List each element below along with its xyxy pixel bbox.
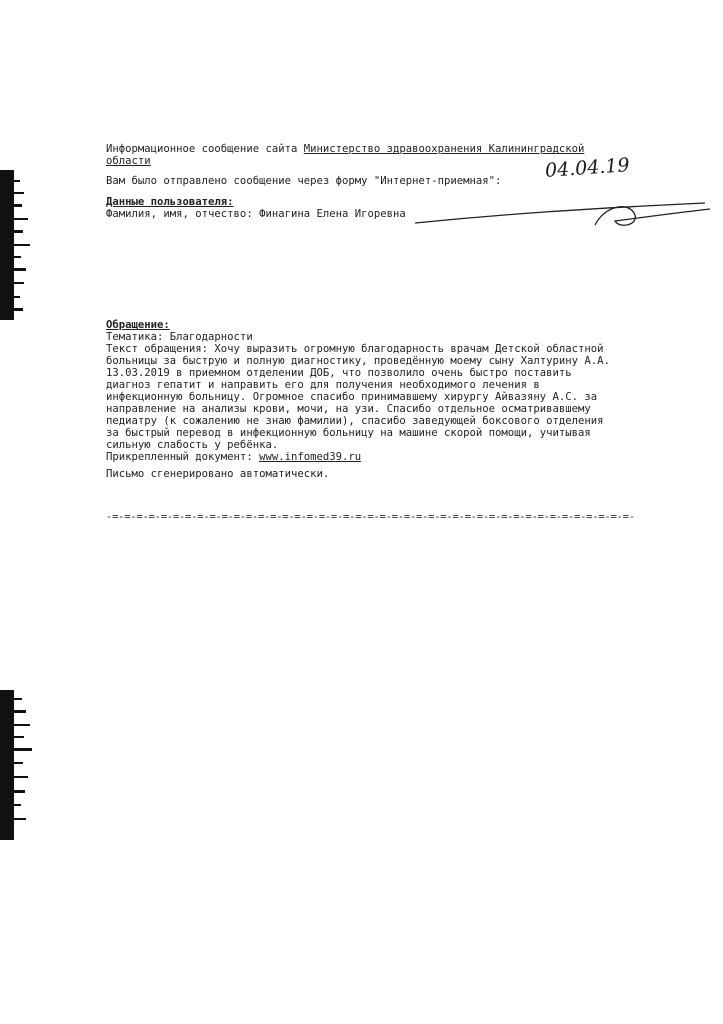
appeal-topic: Тематика: Благодарности — [106, 331, 253, 343]
appeal-text-line: педиатру (к сожалению не знаю фамилии), спасибо заведующей боксового отделения — [106, 415, 604, 427]
appeal-text-line: Текст обращения: Хочу выразить огромную благодарность врачам Детской областной — [106, 343, 604, 355]
handwritten-date: 04.04.19 — [544, 154, 631, 182]
appeal-text-line: инфекционную больницу. Огромное спасибо принимавшему хирургу Айвазяну А.С. за — [106, 391, 598, 403]
ministry-link[interactable]: Министерство здравоохранения Калининградской — [303, 143, 585, 155]
header-line-2: области — [106, 155, 151, 167]
signature-stroke — [415, 195, 715, 233]
attachment-line — [106, 451, 361, 463]
user-data-heading: Данные пользователя: — [106, 196, 234, 208]
appeal-text-line: 13.03.2019 в приемном отделении ДОБ, что позволило очень быстро поставить — [106, 367, 572, 379]
separator-line: -=-=-=-=-=-=-=-=-=-=-=-=-=-=-=-=-=-=-=-=-=-=-=-=-=-=-=-=-=-=-=-=-=-=-=-=-=-=-=-=-=-=-=- — [106, 511, 635, 523]
appeal-text-line: направление на анализы крови, мочи, на узи. Спасибо отдельное осматривавшему — [106, 403, 591, 415]
sent-via-text: Вам было отправлено сообщение через форму "Интернет-приемная": — [106, 175, 502, 187]
attachment-label: Прикрепленный документ: — [106, 451, 260, 463]
appeal-text-line: диагноз гепатит и направить его для получения необходимого лечения в — [106, 379, 540, 391]
attachment-link[interactable]: www.infomed39.ru — [259, 451, 362, 463]
scan-edge-artifact-bottom — [0, 690, 34, 840]
appeal-text-line: больницы за быструю и полную диагностику, проведённую моему сыну Халтурину А.А. — [106, 355, 610, 367]
header-line-1 — [106, 143, 584, 155]
header-prefix: Информационное сообщение сайта — [106, 143, 304, 155]
user-fio: Фамилия, имя, отчество: Финагина Елена Игоревна — [106, 208, 406, 220]
appeal-text-line: за быстрый перевод в инфекционную больницу на машине скорой помощи, учитывая — [106, 427, 591, 439]
appeal-text-line: сильную слабость у ребёнка. — [106, 439, 279, 451]
appeal-heading: Обращение: — [106, 319, 170, 331]
scan-edge-artifact-top — [0, 170, 34, 320]
auto-generated-note: Письмо сгенерировано автоматически. — [106, 468, 330, 480]
